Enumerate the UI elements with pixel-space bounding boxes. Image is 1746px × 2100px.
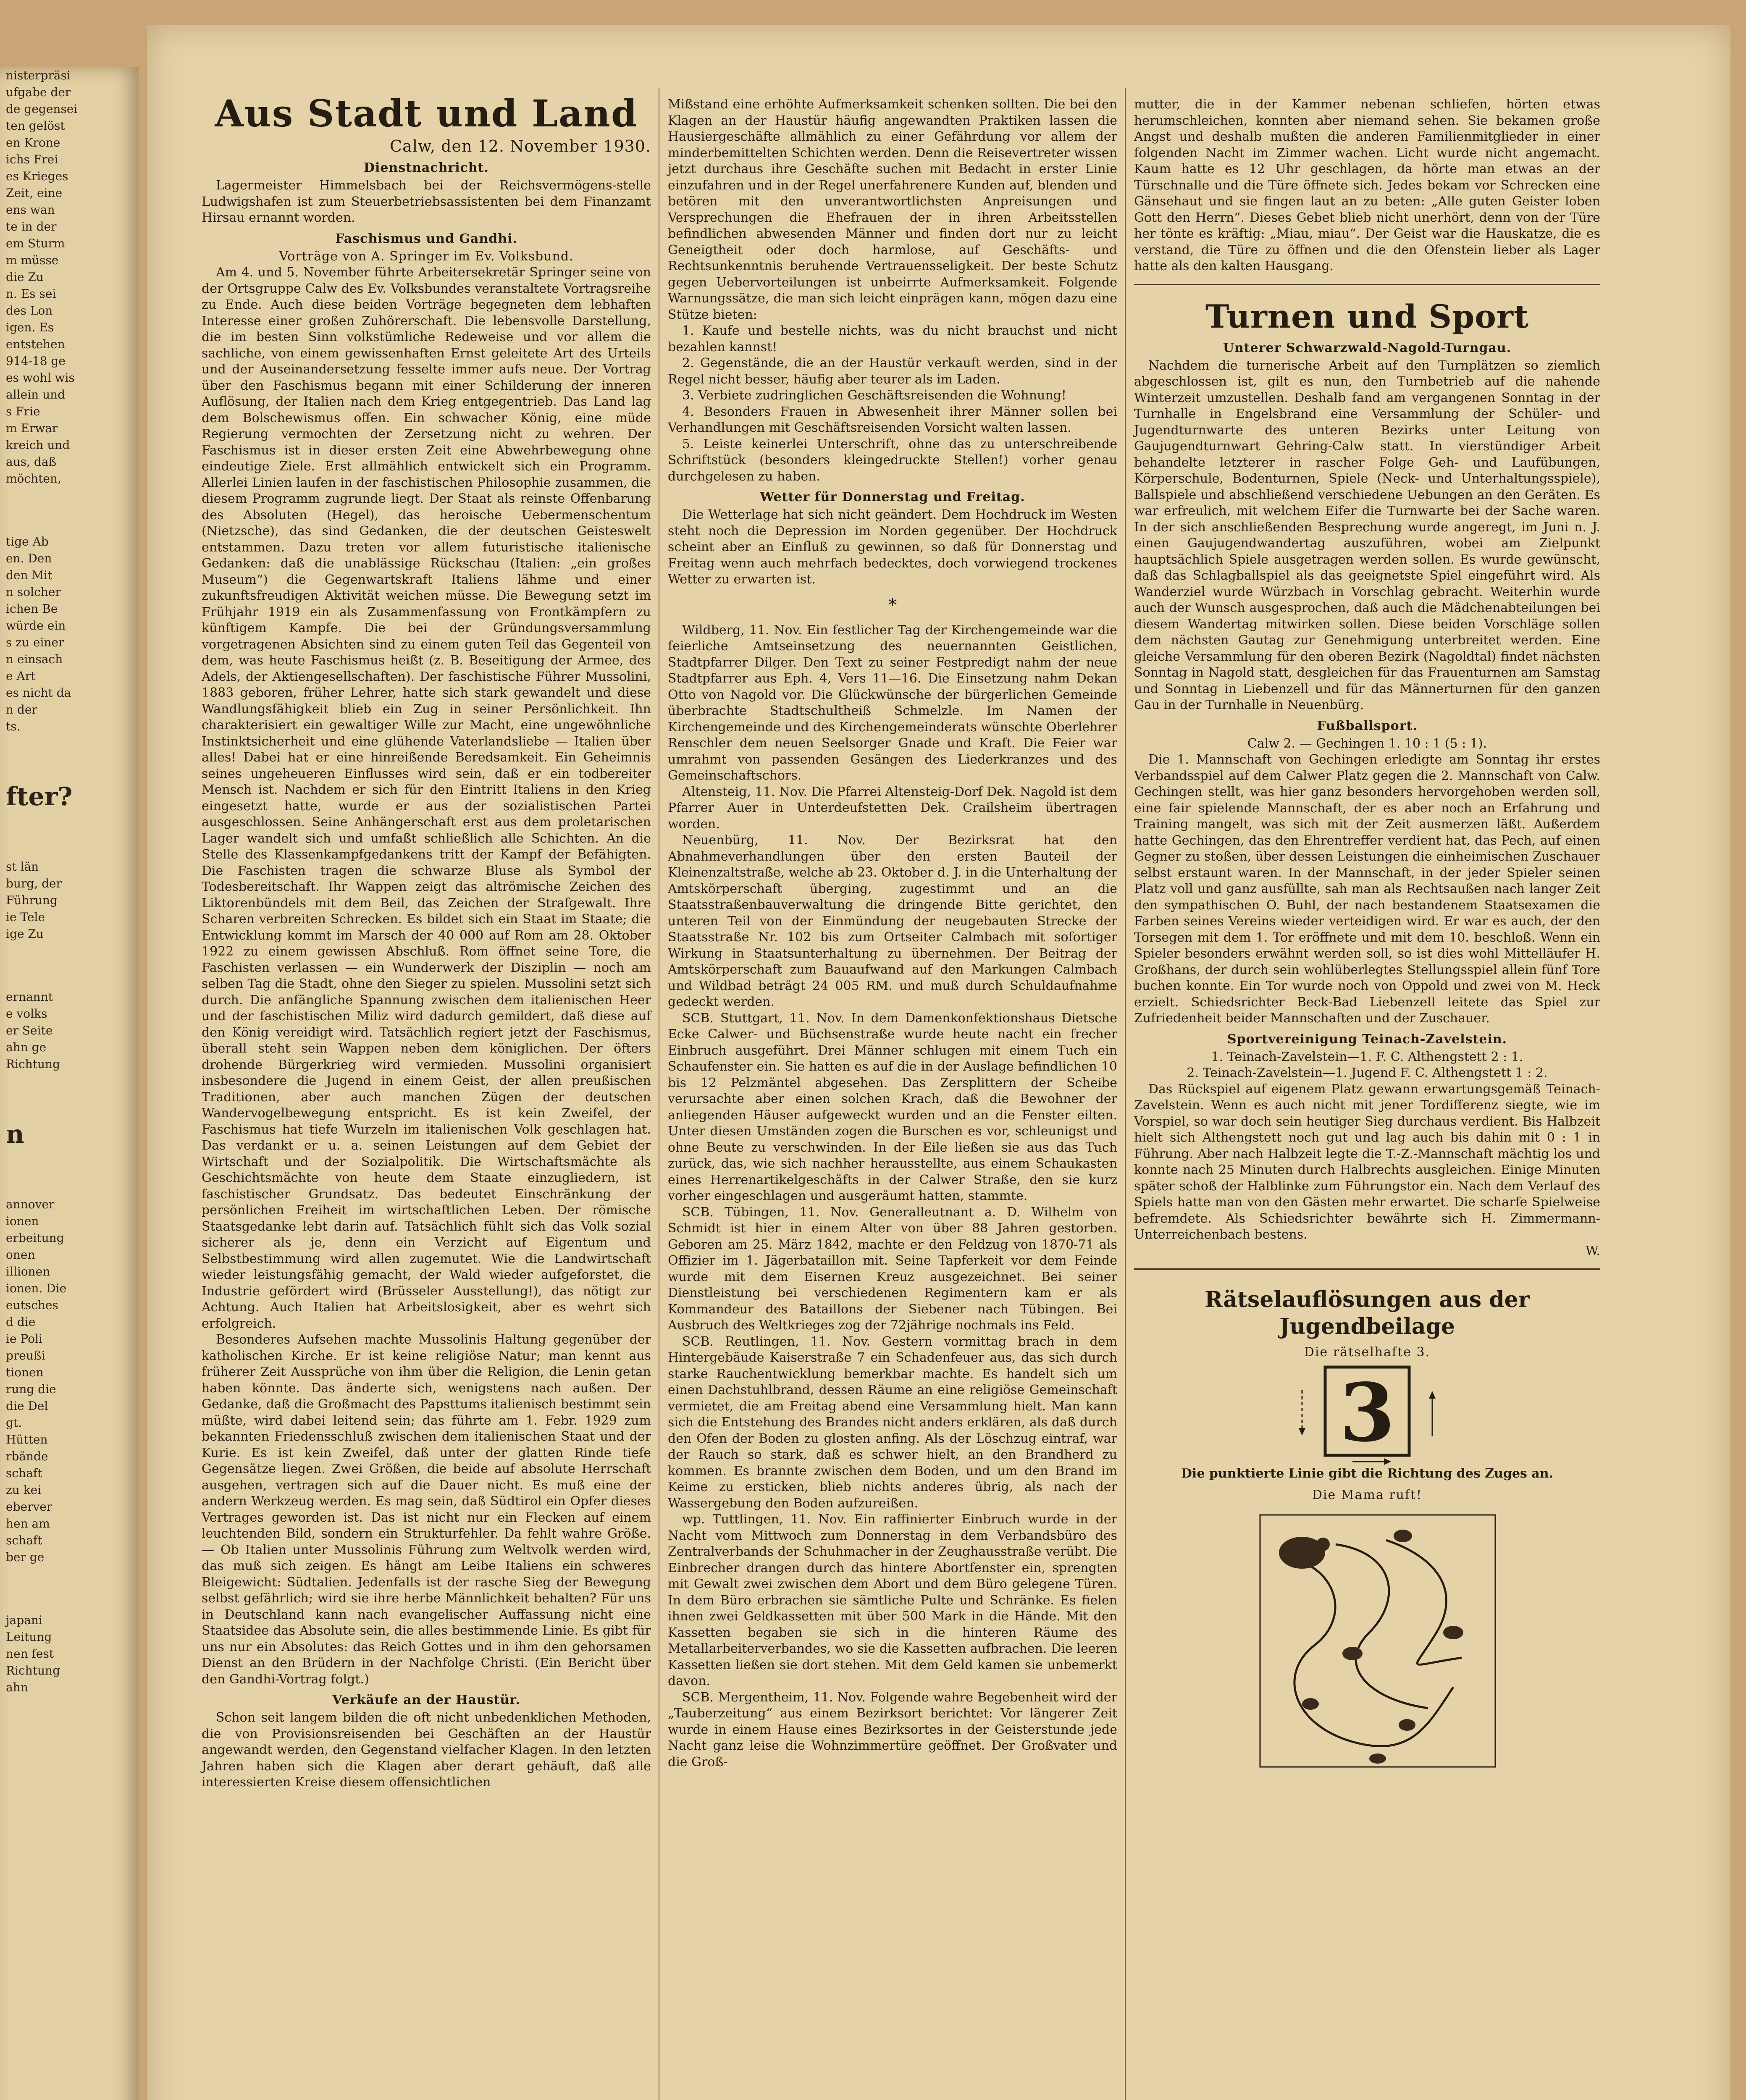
strip-text-fragment: kreich und	[6, 438, 70, 452]
article-wildberg: Wildberg, 11. Nov. Ein festlicher Tag der Kirchengemeinde war die feierliche Amtseinsetzung des neuernannten Geistlichen, Stadtpfarrer Dilger. Den Text zu seiner Festpredigt nahm der neue Stadtpfarrer aus Eph. 4, Vers 11—16. Die Einsetzung nahm Dekan Otto von Nagold vor. Die Glückwünsche der bürgerlichen Gemeinde überbrachte Stadtschultheiß Schmelzle. Im Namen der Kirchengemeinde und des Kirchengemeinderats wünschte Oberlehrer Renschler dem neuen Seelsorger Gnade und Kraft. Die Feier war umrahmt von passenden Gesängen des Liederkranzes und des Gemeinschaftschors.	[668, 622, 1117, 783]
strip-text-fragment: annover	[6, 1197, 55, 1211]
puzzle-3-drawing	[1134, 1361, 1600, 1466]
strip-gap	[0, 1566, 139, 1612]
chick-icon	[1302, 1698, 1319, 1710]
strip-gap	[0, 942, 139, 989]
strip-text-fragment: möchten,	[6, 472, 61, 486]
section-title-turnen-und-sport: Turnen und Sport	[1205, 297, 1529, 335]
strip-text-fragment: es wohl wis	[6, 371, 75, 385]
arrow-head-icon	[1299, 1428, 1305, 1436]
strip-text-fragment: te in der	[6, 220, 57, 234]
strip-text-fragment: de gegensei	[6, 102, 78, 116]
warning-item: 2. Gegenstände, die an der Haustür verkauft werden, sind in der Regel nicht besser, häufig aber teurer als im Laden.	[668, 356, 1117, 387]
hen-maze-drawing	[1134, 1507, 1600, 1775]
chick-icon	[1394, 1530, 1412, 1542]
previous-page-strip	[0, 67, 139, 2100]
strip-text-fragment: zu kei	[6, 1483, 42, 1497]
strip-text-fragment: aus, daß	[6, 455, 57, 469]
strip-text-fragment: n der	[6, 703, 37, 717]
strip-text-fragment: d die	[6, 1315, 36, 1329]
strip-text-fragment: n	[6, 1120, 24, 1149]
raetsel-figure-3	[1134, 1361, 1600, 1466]
headline-teinach: Sportvereinigung Teinach-Zavelstein.	[1227, 1032, 1507, 1047]
strip-text-fragment: gt.	[6, 1416, 22, 1430]
strip-text-fragment: tige Ab	[6, 535, 49, 549]
strip-text-fragment: entstehen	[6, 337, 65, 351]
article-haustuer: Schon seit langem bilden die oft nicht unbedenklichen Methoden, die von Provisionsreisenden bei Geschäften an der Haustür angewandt werden, den Gegenstand vielfacher Klagen. In den letzten Jahren haben sich die Klagen aber derart gehäuft, daß alle interessierten Kreise diesem offensichtlichen	[202, 1710, 651, 1790]
teinach-result: 1. Teinach-Zavelstein—1. F. C. Althengstett 2 : 1.	[1211, 1049, 1523, 1064]
article-neuenbuerg: Neuenbürg, 11. Nov. Der Bezirksrat hat den Abnahmeverhandlungen über den ersten Bauteil der Kleinenzaltstraße, welche ab 23. Oktober d. J. in die Unterhaltung der Amtskörperschaft überging, zugestimmt und an die Staatsstraßenbauverwaltung die dringende Bitte gerichtet, den unteren Teil von der Einmündung der neugebauten Strecke der Staatsstraße Nr. 102 bis zum Ortseiter Calmbach mit sofortiger Wirkung in Staatsunterhaltung zu übernehmen. Der Beitrag der Amtskörperschaft zum Bauaufwand auf den Markungen Calmbach und Wildbad beträgt 24 005 RM. und muß durch Schuldaufnahme gedeckt werden.	[668, 833, 1117, 1009]
strip-gap	[0, 487, 139, 533]
strip-text-fragment: nisterpräsi	[6, 68, 71, 82]
strip-text-fragment: erbeitung	[6, 1231, 64, 1245]
article-mergentheim: SCB. Mergentheim, 11. Nov. Folgende wahre Begebenheit wird der „Tauberzeitung“ aus einem Bezirksort berichtet: Vor längerer Zeit wurde in einem Hause eines Bezirksortes in der Geisterstunde jede Nacht ganz leise die Wohnzimmertüre geöffnet. Der Großvater und die Groß-	[668, 1690, 1117, 1769]
strip-text-fragment: ichen Be	[6, 602, 58, 616]
section-title-aus-stadt-und-land: Aus Stadt und Land	[215, 92, 638, 135]
raetsel-figure-mama	[1134, 1507, 1600, 1775]
strip-text-fragment: n solcher	[6, 585, 61, 599]
puzzle-3-digit: 3	[1339, 1365, 1395, 1460]
strip-text-fragment: ahn	[6, 1680, 28, 1694]
article-faschismus: Am 4. und 5. November führte Arbeitersekretär Springer seine von der Ortsgruppe Calw des Ev. Volksbundes veranstaltete Vortragsreihe zu Ende. Auch diese beiden Vorträge begegneten dem lebhaften Interesse einer großen Zuhörerschaft. Die lebensvolle Darstellung, die im besten Sinn volkstümliche Redeweise und vor allem die sachliche, von einem gewissenhaften Ernst geleitete Art des Urteils und der Auseinandersetzung fesselte immer aufs neue. Der Vortrag über den Faschismus begann mit einer Schilderung der inneren Auflösung, der Italien nach dem Krieg entgegentrieb. Das Land lag dem Bolschewismus offen. Ein schwacher König, eine müde Regierung vermochten der Zersetzung nicht zu wehren. Der Faschismus ist in dieser ersten Zeit eine Abwehrbewegung ohne eindeutige Ziele. Erst allmählich entwickelt sich ein Programm. Allerlei Linien laufen in der faschistischen Philosophie zusammen, die diesem Programm zugrunde liegt. Der Staat als reinste Offenbarung des Absoluten (Hegel), das heroische Uebermenschentum (Nietzsche), das sind Gedanken, die der deutschen Geisteswelt entstammen. Dazu treten vor allem futuristische italienische Gedanken: daß die unablässige Rückschau (Italien: „ein großes Museum“) die Gegenwartskraft Italiens lähme und einer zukunftsfreudigen Aktivität weichen müsse. Die Bewegung setzt im Frühjahr 1919 ein als Zusammenfassung von Frontkämpfern zu künftigem Kampfe. Die bei der Gründungsversammlung vorgetragenen Absichten sind zu einem guten Teil das Gegenteil von dem, was heute Faschismus heißt (z. B. Beseitigung der Armee, des Adels, der Aktiengesellschaften). Der faschistische Führer Mussolini, 1883 geboren, früher Lehrer, hatte sich stark gewandelt und diese Wandlungsfähigkeit blieb ein Zug in seiner Persönlichkeit. Ihn charakterisiert ein gewaltiger Wille zur Macht, eine ungewöhnliche Instinktsicherheit und eine glühende Vaterlandsliebe — Italien über alles! Dabei hat er eine hinreißende Beredsamkeit. Ein Geheimnis seines ungeheueren Einflusses wird sein, daß er ein todbereiter Mensch ist. Nachdem er sich für den Eintritt Italiens in den Krieg eingesetzt hatte, wurde er aus der sozialistischen Partei ausgeschlossen. Seine Anhängerschaft erst aus dem proletarischen Lager wandelt sich und umfaßt schließlich alle Schichten. An die Stelle des Klassenkampfgedankens tritt der Kampf der Befähigten. Die Faschisten tragen die schwarze Bluse als Symbol der Todesbereitschaft. Ihr Wappen zeigt das altrömische Zeichen des Liktorenbündels mit dem Beil, das Zeichen der Strafgewalt. Ihre Scharen verbreiten Schrecken. Es bildet sich ein Staat im Staate; die Entwicklung kommt im Marsch der 40 000 auf Rom am 28. Oktober 1922 zu einem gewissen Abschluß. Rom öffnet seine Tore, die Faschisten verlassen — ein Wunderwerk der Disziplin — noch am selben Tag die Stadt, ohne den Sieger zu spielen. Mussolini setzt sich durch. Die anfängliche Spannung zwischen dem italienischen Heer und der faschistischen Miliz wird dadurch gemildert, daß diese auf den König vereidigt wird. Tatsächlich regiert jetzt der Faschismus, überall steht sein Wappen neben dem königlichen. Der öfters drohende Bürgerkrieg wird vermieden. Mussolini organisiert insbesondere die Jugend in einem Geist, der allen preußischen Traditionen, aber auch manchen Zügen der deutschen Wandervogelbewegung entspricht. Es ist kein Zweifel, der Faschismus hat tiefe Wurzeln im italienischen Volk geschlagen hat. Das verdankt er u. a. seinen Leistungen auf dem Gebiet der Wirtschaft und der Sozialpolitik. Die Wirtschaftsmächte als Geschichtsmächte von heute dem Staate einzugliedern, ist faschistischer Grundsatz. Das bedeutet Einschränkung der persönlichen Freiheit im wirtschaftlichen Leben. Der römische Staatsgedanke lebt darin auf. Tatsächlich fühlt sich das Volk sozial sicherer als je, denn ein Verzicht auf Eigentum und Selbstbestimmung wird allen zugemutet. Wie die Landwirtschaft wieder leistungsfähig gemacht, der Wald wieder aufgeforstet, die Industrie gefördert wird (Brüsseler Ausstellung!), das nötigt zur Achtung. Auch Italien hat Arbeitslosigkeit, aber es wehrt sich erfolgreich.	[202, 265, 651, 1331]
chick-icon	[1443, 1626, 1463, 1639]
raetsel-caption: Die punktierte Linie gibt die Richtung des Zuges an.	[1181, 1466, 1554, 1481]
strip-text-fragment: en Krone	[6, 136, 60, 150]
subheadline-vortraege: Vorträge von A. Springer im Ev. Volksbund.	[279, 249, 574, 264]
strip-text-fragment: m müsse	[6, 253, 59, 267]
strip-text-fragment: ts.	[6, 719, 21, 733]
headline-turngau: Unterer Schwarzwald-Nagold-Turngau.	[1223, 340, 1512, 355]
divider	[1134, 284, 1600, 285]
strip-text-fragment: ber ge	[6, 1550, 45, 1564]
strip-text-fragment: s Frie	[6, 404, 40, 418]
strip-text-fragment: e volks	[6, 1007, 47, 1021]
strip-text-fragment: ufgabe der	[6, 85, 71, 99]
strip-text-fragment: burg, der	[6, 877, 62, 890]
strip-text-fragment: ionen. Die	[6, 1281, 67, 1295]
strip-text-fragment: ige Zu	[6, 927, 44, 941]
warning-item: 3. Verbiete zudringlichen Geschäftsreisenden die Wohnung!	[682, 388, 1066, 403]
hen-head-icon	[1316, 1538, 1330, 1551]
headline-haustuer: Verkäufe an der Haustür.	[332, 1693, 520, 1707]
strip-text-fragment: preußi	[6, 1349, 45, 1362]
strip-text-fragment: ten gelöst	[6, 119, 65, 133]
article-fussball: Die 1. Mannschaft von Gechingen erledigte am Sonntag ihr erstes Verbandsspiel auf dem Calwer Platz gegen die 2. Mannschaft von Calw. Gechingen stellt, was hier ganz besonders hervorgehoben werden soll, eine fair spielende Mannschaft, der es aber noch an Erfahrung und Training mangelt, was sich mit der Zeit ausmerzen läßt. Außerdem hatte Gechingen, das den Ehrentreffer verdient hat, das Pech, auf einen Gegner zu stoßen, über dessen Leistungen die einheimischen Zuschauer selbst erstaunt waren. In der Mannschaft, in der jeder Spieler seinen Platz voll und ganz ausfüllte, sah man als Rechtsaußen nach langer Zeit den sympathischen O. Buhl, der nach bestandenem Staatsexamen die Farben seines Vereins wieder verteidigen wird. Er war es auch, der den Torsegen mit dem 1. Tor eröffnete und mit dem 10. beschloß. Wenn ein Spieler besonders erwähnt werden soll, so ist dies wohl Mittelläufer H. Großhans, der durch sein wohlüberlegtes Stellungsspiel allein fünf Tore buchen konnte. Ein Tor wurde noch von Oppold und zwei von M. Heck erzielt. Schiedsrichter Beck-Bad Liebenzell leitete das Spiel zur Zufriedenheit beider Mannschaften und der Zuschauer.	[1134, 752, 1600, 1026]
strip-text-fragment: ernannt	[6, 990, 53, 1004]
chick-icon	[1369, 1754, 1386, 1764]
strip-text-fragment: des Lon	[6, 304, 53, 318]
strip-text-fragment: schaft	[6, 1533, 42, 1547]
headline-faschismus: Faschismus und Gandhi.	[335, 231, 517, 246]
strip-text-fragment: illionen	[6, 1265, 50, 1278]
strip-text-fragment: eberver	[6, 1500, 53, 1514]
section-title-raetsel: Rätselauflösungen aus der Jugendbeilage	[1204, 1287, 1530, 1339]
strip-text-fragment: Richtung	[6, 1664, 60, 1677]
strip-text-fragment: japani	[6, 1613, 42, 1627]
headline-dienstnachricht: Dienstnachricht.	[364, 160, 489, 175]
strip-gap	[0, 1073, 139, 1119]
arrow-head-icon	[1429, 1391, 1436, 1399]
strip-text-fragment: Zeit, eine	[6, 186, 63, 200]
strip-gap	[0, 735, 139, 781]
article-tuttlingen: wp. Tuttlingen, 11. Nov. Ein raffinierter Einbruch wurde in der Nacht vom Mittwoch zum Donnerstag in dem Verbandsbüro des Zentralverbands der Schuhmacher in der Zeughausstraße verübt. Die Einbrecher drangen durch das hintere Abortfenster ein, sprengten mit Gewalt zwei zwischen dem Abort und dem Büro gelegene Türen. In dem Büro erbrachen sie sämtliche Pulte und Schränke. Es fielen ihnen zwei Geldkassetten mit über 500 Mark in die Hände. Mit den Kassetten begaben sie sich in die hinteren Räume des Metallarbeiterverbandes, wo sie die Kassetten aufbrachen. Die leeren Kassetten ließen sie dort stehen. Mit dem Geld kamen sie unbemerkt davon.	[668, 1512, 1117, 1688]
article-mergentheim-cont: mutter, die in der Kammer nebenan schliefen, hörten etwas herumschleichen, konnten aber niemand sehen. Sie bekamen große Angst und deshalb mußten die anderen Familienmitglieder in einer folgenden Nacht im Zimmer wachen. Licht wurde nicht angemacht. Kaum hatte es 12 Uhr geschlagen, da hörte man etwas an der Türschnalle und die Türe öffnete sich. Jedes bekam vor Schrecken eine Gänsehaut und sie fingen laut an zu beten: „Alle guten Geister loben Gott den Herrn“. Dieses Gebet blieb nicht unerhört, denn von der Türe her tönte es kräftig: „Miau, miau“. Der Geist war die Hauskatze, die es verstand, die Türe zu öffnen und die den Ofenstein lieber als Lager hatte als den kalten Hausgang.	[1134, 97, 1600, 273]
warning-item: 1. Kaufe und bestelle nichts, was du nicht brauchst und nicht bezahlen kannst!	[668, 323, 1117, 354]
teinach-result: 2. Teinach-Zavelstein—1. Jugend F. C. Althengstett 1 : 2.	[1187, 1066, 1548, 1080]
article-faschismus-2: Besonderes Aufsehen machte Mussolinis Haltung gegenüber der katholischen Kirche. Er ist keine religiöse Natur; man kennt aus früherer Zeit Aussprüche von ihm über die Religion, die Lenin getan haben könnte. Das änderte sich, wenigstens nach außen. Der Gedanke, daß die Großmacht des Papsttums italienisch bestimmt sein müßte, wird dabei leitend sein; das führte am 1. Febr. 1929 zum bekannten Friedensschluß zwischen dem italienischen Staat und der Kurie. Es ist kein Zweifel, daß unter der glatten Rinde tiefe Gegensätze liegen. Zwei Größen, die beide auf absolute Herrschaft ausgehen, vertragen sich auf die Dauer nicht. Es muß eine der andern Werkzeug werden. Es mag sein, daß Südtirol ein Opfer dieses Vertrages geworden ist. Das ist nicht nur ein Flecken auf einem leuchtenden Bild, sondern ein Strukturfehler. Da fehlt wahre Größe. — Ob Italien unter Mussolinis Führung zum Weltvolk werden wird, das muß sich zeigen. Es hängt am Leibe Italiens ein schweres Bleigewicht: Südtalien. Jedenfalls ist der rasche Sieg der Bewegung selbst gefährlich; wird sie ihre herbe Männlichkeit behalten? Für uns in Deutschland kann nach evangelischer Auffassung nicht eine Staatsidee das Absolute sein, die alles bestimmende Linie. Es gibt für uns nur ein Absolutes: das Reich Gottes und in ihm den gehorsamen Dienst an den Brüdern in der Nachfolge Christi. (Ein Bericht über den Gandhi-Vortrag folgt.)	[202, 1332, 651, 1687]
article-dienstnachricht: Lagermeister Himmelsbach bei der Reichsvermögens-stelle Ludwigshafen ist zum Steuerbetriebsassistenten bei dem Finanzamt Hirsau ernannt worden.	[202, 178, 651, 225]
strip-gap	[0, 812, 139, 858]
strip-text-fragment: er Seite	[6, 1024, 53, 1037]
article-altensteig: Altensteig, 11. Nov. Die Pfarrei Altensteig-Dorf Dek. Nagold ist dem Pfarrer Auer in Unterdeufstetten Dek. Crailsheim übertragen worden.	[668, 784, 1117, 832]
article-reutlingen: SCB. Reutlingen, 11. Nov. Gestern vormittag brach in dem Hintergebäude Kaiserstraße 7 ein Schadenfeuer aus, das sich durch starke Rauchentwicklung bemerkbar machte. Es handelt sich um einen Dachstuhlbrand, dessen Räume an eine religiöse Gemeinschaft vermietet, die am Freitag abend eine Versammlung hielt. Man kann sich die Entstehung des Brandes nicht anders erklären, als daß durch den Ofen der Boden zu glosten anfing. Als der Löschzug eintraf, war der Rauch so stark, daß es schwer hielt, an den Brandherd zu kommen. Es brannte zwischen dem Boden, und um den Brand im Keime zu ersticken, blieb nichts anderes übrig, als nach der Wassergebung den Boden aufzureißen.	[668, 1334, 1117, 1511]
column-3	[1134, 97, 1600, 1775]
chick-icon	[1342, 1647, 1363, 1660]
article-stuttgart: SCB. Stuttgart, 11. Nov. In dem Damenkonfektionshaus Dietsche Ecke Calwer- und Büchsenstraße wurde heute nacht ein frecher Einbruch ausgeführt. Drei Männer schlugen mit einem Tuch ein Schaufenster ein. Sie hatten es auf die in der Auslage befindlichen 10 bis 12 Pelzmäntel abgesehen. Das Zersplittern der Scheibe verursachte aber einen solchen Krach, daß die Bewohner der anliegenden Häuser aufgeweckt wurden und an die Fenster eilten. Unter diesen Umständen zogen die Burschen es vor, schleunigst und ohne Beute zu verschwinden. In der Eile ließen sie aus das Tuch zurück, das, wie sich nachher herausstellte, aus einem Schaukasten eines Herrenartikelgeschäfts in der Calwer Straße, den sie kurz vorher eingeschlagen und ausgeräumt hatten, stammte.	[668, 1011, 1117, 1203]
strip-text-fragment: em Sturm	[6, 236, 65, 250]
strip-text-fragment: eutsches	[6, 1298, 58, 1312]
strip-text-fragment: m Erwar	[6, 421, 58, 435]
strip-text-fragment: Hütten	[6, 1433, 48, 1446]
strip-text-fragment: rbände	[6, 1449, 48, 1463]
headline-fussball: Fußballsport.	[1317, 718, 1418, 733]
article-teinach: Das Rückspiel auf eigenem Platz gewann erwartungsgemäß Teinach-Zavelstein. Wenn es auch nicht mit jener Tordifferenz siegte, wie im Vorspiel, so war doch sein heutiger Sieg durchaus verdient. Bis Halbzeit hielt sich Althengstett noch gut und lag auch bis dahin mit 0 : 1 in Führung. Aber nach Halbzeit legte die T.-Z.-Mannschaft mächtig los und konnte nach 25 Minuten durch Halbrechts ausgleichen. Einige Minuten später schoß der Halblinke zum Führungstor ein. Nach dem Verlauf des Spiels hatte man von den Gästen mehr erwartet. Die scharfe Spielweise befremdete. Als Schiedsrichter bewährte sich H. Zimmermann-Unterreichenbach bestens.	[1134, 1082, 1600, 1242]
strip-text-fragment: schaft	[6, 1466, 42, 1480]
strip-text-fragment: allein und	[6, 388, 66, 402]
raetsel-subtitle-2: Die Mama ruft!	[1312, 1488, 1423, 1502]
warning-item: 5. Leiste keinerlei Unterschrift, ohne das zu unterschreibende Schriftstück (besonders kleingedruckte Stellen!) vorher genau durchgelesen zu haben.	[668, 436, 1117, 484]
strip-text-fragment: ichs Frei	[6, 152, 58, 166]
column-2	[668, 97, 1117, 1770]
strip-text-fragment: st län	[6, 860, 39, 874]
strip-text-fragment: ionen	[6, 1214, 39, 1228]
strip-text-fragment: die Del	[6, 1399, 48, 1413]
maze-path	[1285, 1557, 1453, 1746]
separator-star: *	[888, 595, 897, 615]
chick-icon	[1399, 1719, 1415, 1731]
strip-text-fragment: igen. Es	[6, 320, 54, 334]
divider	[1134, 1268, 1600, 1270]
strip-text-fragment: ens wan	[6, 203, 55, 217]
strip-text-fragment: hen am	[6, 1517, 50, 1530]
article-haustuer-cont: Mißstand eine erhöhte Aufmerksamkeit schenken sollten. Die bei den Klagen an der Haustür häufig angewandten Praktiken lassen die Hausiergeschäfte allmählich zu einer Gefährdung vor allem der minderbemittelten Schichten werden. Denn die Reisevertreter wissen jetzt durchaus ihre Geschäfte suchen mit Bedacht in erster Linie einzufahren und in der Regel unerfahrenere Kunden auf, blenden und betören mit den unverantwortlichsten Anpreisungen und Versprechungen die Ehefrauen der in ihren Arbeitsstellen befindlichen abwesenden Männer und finden dort nur zu leicht Geneigtheit oder doch harmlose, auf Geschäfts- und Rechtsunkenntnis beruhende Vertrauensseligkeit. Der beste Schutz gegen Uebervorteilungen ist unbeirrte Aufmerksamkeit. Folgende Warnungssätze, die man sich leicht einprägen kann, mögen dazu eine Stütze bieten:	[668, 97, 1117, 322]
article-signature: W.	[1585, 1243, 1600, 1258]
raetsel-subtitle: Die rätselhafte 3.	[1304, 1345, 1431, 1360]
strip-text-fragment: 914-18 ge	[6, 354, 66, 368]
article-turngau: Nachdem die turnerische Arbeit auf den Turnplätzen so ziemlich abgeschlossen ist, gilt es nun, den Turnbetrieb auf die nahende Winterzeit umzustellen. Deshalb fand am vergangenen Sonntag in der Turnhalle in Engelsbrand eine Versammlung der Schüler- und Jugendturnwarte des unteren Bezirks unter Leitung von Gaujugendturnwart Gehring-Calw statt. In vierstündiger Arbeit behandelte letzterer in rascher Folge Geh- und Laufübungen, Körperschule, Bodenturnen, Spiele (Neck- und Unterhaltungsspiele), Ballspiele und abschließend verschiedene Uebungen an den Geräten. Es war erfreulich, mit welchem Eifer die Turnwarte bei der Sache waren. In der sich anschließenden Besprechung wurde angeregt, im Juni n. J. einen Gaujugendwandertag auszuführen, wobei am Zielpunkt hauptsächlich Spiele ausgetragen werden sollen. Es wurde gewünscht, daß das Schlagballspiel als das geeignetste Spiel eingeführt wird. Als Wanderziel wurde Würzbach in Vorschlag gebracht. Weiterhin wurde auch der Wunsch ausgesprochen, daß auch die Mädchenabteilungen bei diesem Wandertag mitwirken sollen. Diese beiden Vorschläge sollen dem nächsten Gautag zur Genehmigung unterbreitet werden. Eine gleiche Versammlung für den oberen Bezirk (Nagoldtal) findet nächsten Sonntag in Nagold statt, desgleichen für das Frauenturnen am Samstag und Sonntag in Liebenzell und für das Männerturnen für den ganzen Gau in der Turnhalle in Neuenbürg.	[1134, 358, 1600, 712]
maze-path	[1336, 1544, 1428, 1708]
raetsel-subtitle-2-wrap	[1134, 1488, 1600, 1502]
fussball-score: Calw 2. — Gechingen 1. 10 : 1 (5 : 1).	[1247, 736, 1487, 751]
strip-text-fragment: tionen	[6, 1365, 44, 1379]
strip-text-fragment: ie Poli	[6, 1332, 42, 1346]
strip-text-fragment: ahn ge	[6, 1040, 47, 1054]
strip-text-fragment: Leitung	[6, 1630, 52, 1644]
strip-text-fragment: onen	[6, 1248, 35, 1262]
strip-text-fragment: en. Den	[6, 551, 52, 565]
strip-text-fragment: e Art	[6, 669, 36, 683]
article-wetter: Die Wetterlage hat sich nicht geändert. Dem Hochdruck im Westen steht noch die Depression im Norden gegenüber. Der Hochdruck scheint aber an Einfluß zu gewinnen, so daß für Donnerstag und Freitag wenn auch mehrfach bedecktes, doch vorwiegend trockenes Wetter zu erwarten ist.	[668, 507, 1117, 587]
strip-text-fragment: rung die	[6, 1382, 56, 1396]
headline-wetter: Wetter für Donnerstag und Freitag.	[760, 490, 1025, 504]
strip-text-fragment: fter?	[6, 782, 73, 811]
maze-path	[1386, 1540, 1462, 1664]
warning-item: 4. Besonders Frauen in Abwesenheit ihrer Männer sollen bei Verhandlungen mit Geschäftsreisenden Vorsicht walten lassen.	[668, 404, 1117, 435]
column-1	[202, 92, 651, 1791]
strip-text-fragment: n. Es sei	[6, 287, 56, 301]
strip-text-fragment: es Krieges	[6, 169, 68, 183]
strip-text-fragment: den Mit	[6, 568, 53, 582]
strip-text-fragment: n einsach	[6, 652, 63, 666]
strip-text-fragment: nen fest	[6, 1647, 54, 1661]
column-divider	[1125, 88, 1126, 2100]
article-tuebingen: SCB. Tübingen, 11. Nov. Generalleutnant a. D. Wilhelm von Schmidt ist hier in einem Alter von über 88 Jahren gestorben. Geboren am 25. März 1842, machte er den Feldzug von 1870-71 als Offizier im 1. Jägerbataillon mit. Seine Tapferkeit vor dem Feinde wurde mit dem Eisernen Kreuz ausgezeichnet. Bei seiner Dienstleistung bei verschiedenen Regimentern kam er als Kommandeur des Bataillons der Siebener nach Tübingen. Bei Ausbruch des Weltkrieges zog der 72jährige nochmals ins Feld.	[668, 1205, 1117, 1333]
strip-text-fragment: würde ein	[6, 619, 66, 633]
strip-text-fragment: s zu einer	[6, 635, 64, 649]
strip-text-fragment: Richtung	[6, 1057, 60, 1071]
dateline: Calw, den 12. November 1930.	[390, 137, 651, 155]
strip-text-fragment: es nicht da	[6, 686, 71, 700]
strip-text-fragment: Führung	[6, 893, 58, 907]
strip-gap	[0, 1150, 139, 1196]
strip-text-fragment: ie Tele	[6, 910, 45, 924]
strip-text-fragment: die Zu	[6, 270, 44, 284]
